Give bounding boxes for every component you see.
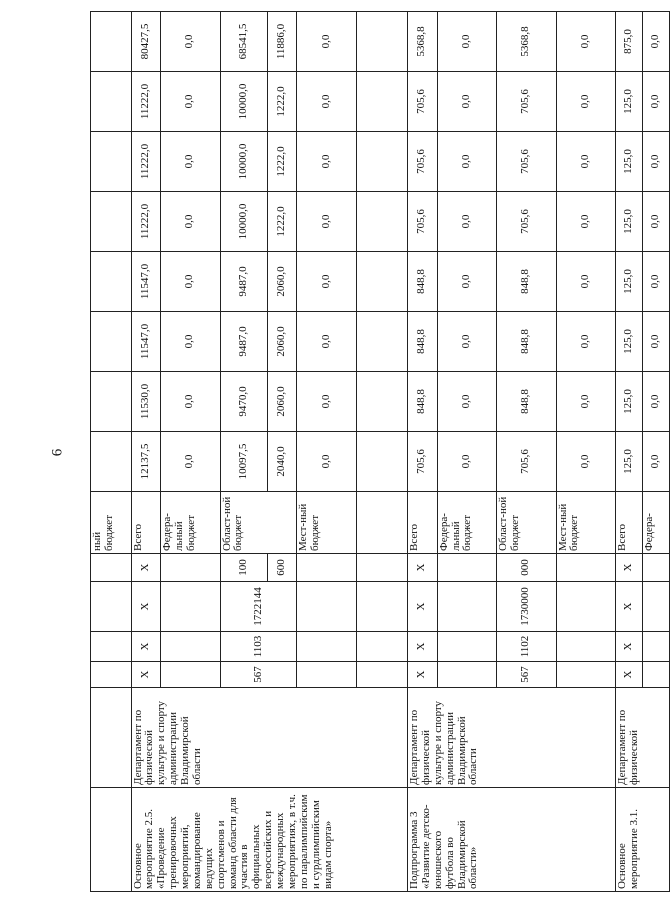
header-fragment-row	[91, 12, 132, 892]
blank-cell	[356, 372, 407, 432]
value-cell: 0,0	[437, 432, 496, 492]
code-rzpr: 1103	[220, 632, 297, 662]
blank-cell	[91, 662, 132, 688]
code-cell: X	[615, 632, 642, 662]
value-cell: 0,0	[437, 252, 496, 312]
blank-cell	[437, 554, 496, 582]
value-cell: 705,6	[408, 132, 438, 192]
source-label: Област-ной бюджет	[497, 492, 556, 554]
code-grbs: 567	[497, 662, 556, 688]
blank-cell	[356, 582, 407, 632]
value-cell: 10000,0	[220, 132, 267, 192]
value-cell: 10000,0	[220, 192, 267, 252]
value-cell: 125,0	[615, 372, 642, 432]
blank-cell	[556, 662, 615, 688]
value-cell: 0,0	[642, 432, 669, 492]
blank-cell	[91, 372, 132, 432]
value-cell: 0,0	[161, 72, 220, 132]
value-cell: 0,0	[437, 12, 496, 72]
measure-name: Основное мероприятие 2.5. «Проведение тренировочных мероприятий, командирование ведущих спортсменов и команд области для участия в официальных всероссийских и международных мероприятиях, в т.ч. по паралимпийским и сурдлимпийским видам спорта»	[131, 788, 408, 892]
value-cell: 9470,0	[220, 372, 267, 432]
blank-cell	[297, 632, 356, 662]
value-cell: 5368,8	[408, 12, 438, 72]
value-cell: 0,0	[642, 132, 669, 192]
measure-name: Основное мероприятие 3.1.	[615, 788, 669, 892]
value-cell: 1222,0	[267, 72, 297, 132]
code-cell: X	[408, 554, 438, 582]
budget-table-sheet	[90, 12, 670, 892]
blank-cell	[437, 582, 496, 632]
value-cell: 705,6	[497, 432, 556, 492]
value-cell: 0,0	[556, 432, 615, 492]
code-cell: X	[408, 632, 438, 662]
blank-cell	[91, 688, 132, 788]
value-cell: 2060,0	[267, 252, 297, 312]
value-cell: 0,0	[556, 372, 615, 432]
budget-table	[90, 11, 670, 892]
value-cell: 0,0	[437, 132, 496, 192]
value-cell: 125,0	[615, 432, 642, 492]
value-cell: 11547,0	[131, 312, 161, 372]
blank-cell	[642, 554, 669, 582]
value-cell: 0,0	[161, 12, 220, 72]
value-cell: 11886,0	[267, 12, 297, 72]
value-cell: 2060,0	[267, 372, 297, 432]
table-row	[408, 12, 438, 892]
value-cell: 705,6	[408, 432, 438, 492]
value-cell: 0,0	[297, 432, 356, 492]
table-row	[131, 12, 161, 892]
blank-cell	[91, 132, 132, 192]
executor-name: Департамент по физической культуре и спорту администрации Владимирской области	[131, 688, 408, 788]
value-cell: 0,0	[642, 312, 669, 372]
value-cell: 0,0	[297, 12, 356, 72]
value-cell: 9487,0	[220, 252, 267, 312]
blank-cell	[91, 192, 132, 252]
value-cell: 0,0	[161, 372, 220, 432]
code-cell: X	[408, 662, 438, 688]
value-cell: 0,0	[642, 252, 669, 312]
code-cell: X	[615, 662, 642, 688]
blank-cell	[356, 432, 407, 492]
value-cell: 0,0	[556, 192, 615, 252]
code-vr: 000	[497, 554, 556, 582]
blank-cell	[556, 582, 615, 632]
blank-cell	[91, 72, 132, 132]
value-cell: 0,0	[437, 72, 496, 132]
code-cell: X	[131, 662, 161, 688]
blank-cell	[642, 662, 669, 688]
code-rzpr: 1102	[497, 632, 556, 662]
blank-cell	[297, 554, 356, 582]
blank-cell	[356, 72, 407, 132]
blank-cell	[91, 554, 132, 582]
blank-cell	[91, 432, 132, 492]
blank-cell	[91, 252, 132, 312]
value-cell: 0,0	[642, 12, 669, 72]
code-cell: X	[615, 582, 642, 632]
source-label: Федера-	[642, 492, 669, 554]
value-cell: 0,0	[161, 252, 220, 312]
code-cell: X	[131, 632, 161, 662]
blank-cell	[91, 582, 132, 632]
value-cell: 0,0	[297, 312, 356, 372]
code-cell: X	[131, 582, 161, 632]
blank-cell	[356, 132, 407, 192]
value-cell: 0,0	[297, 192, 356, 252]
code-cell: X	[615, 554, 642, 582]
value-cell: 0,0	[437, 192, 496, 252]
value-cell: 1222,0	[267, 132, 297, 192]
value-cell: 9487,0	[220, 312, 267, 372]
value-cell: 705,6	[497, 192, 556, 252]
value-cell: 848,8	[408, 372, 438, 432]
executor-name: Департамент по физической культуре и спорту администрации Владимирской области	[408, 688, 616, 788]
code-cell: X	[131, 554, 161, 582]
value-cell: 2060,0	[267, 312, 297, 372]
value-cell: 11222,0	[131, 132, 161, 192]
value-cell: 0,0	[297, 132, 356, 192]
value-cell: 0,0	[642, 192, 669, 252]
source-label: Мест-ный бюджет	[556, 492, 615, 554]
value-cell: 875,0	[615, 12, 642, 72]
blank-cell	[437, 662, 496, 688]
value-cell: 80427,5	[131, 12, 161, 72]
source-label: Всего	[408, 492, 438, 554]
blank-cell	[556, 632, 615, 662]
blank-cell	[437, 632, 496, 662]
value-cell: 11547,0	[131, 252, 161, 312]
value-cell: 848,8	[497, 372, 556, 432]
executor-name: Департамент по физической	[615, 688, 669, 788]
value-cell: 0,0	[556, 132, 615, 192]
value-cell: 2040,0	[267, 432, 297, 492]
blank-cell	[161, 662, 220, 688]
source-label: Мест-ный бюджет	[297, 492, 356, 554]
code-csr: 1730000	[497, 582, 556, 632]
value-cell: 5368,8	[497, 12, 556, 72]
value-cell: 125,0	[615, 252, 642, 312]
value-cell: 0,0	[437, 372, 496, 432]
blank-cell	[161, 632, 220, 662]
measure-name: Подпрограмма 3 «Развитие детско-юношеского футбола во Владимирской области»	[408, 788, 616, 892]
blank-cell	[297, 582, 356, 632]
blank-cell	[91, 312, 132, 372]
value-cell: 0,0	[297, 252, 356, 312]
code-cell: X	[408, 582, 438, 632]
blank-cell	[161, 582, 220, 632]
value-cell: 705,6	[408, 72, 438, 132]
value-cell: 125,0	[615, 192, 642, 252]
header-source-fragment: ный бюджет	[91, 492, 132, 554]
value-cell: 0,0	[642, 372, 669, 432]
blank-cell	[356, 554, 407, 582]
value-cell: 0,0	[161, 432, 220, 492]
value-cell: 12137,5	[131, 432, 161, 492]
code-grbs: 567	[220, 662, 297, 688]
value-cell: 848,8	[408, 312, 438, 372]
value-cell: 10097,5	[220, 432, 267, 492]
blank-cell	[297, 662, 356, 688]
blank-cell	[642, 582, 669, 632]
blank-cell	[356, 492, 407, 554]
value-cell: 0,0	[161, 312, 220, 372]
value-cell: 11222,0	[131, 72, 161, 132]
blank-cell	[91, 788, 132, 892]
page-number: 6	[49, 448, 66, 457]
value-cell: 705,6	[497, 132, 556, 192]
code-vr: 100	[220, 554, 267, 582]
value-cell: 0,0	[556, 312, 615, 372]
blank-cell	[642, 632, 669, 662]
source-label: Област-ной бюджет	[220, 492, 297, 554]
table-row	[615, 12, 642, 892]
blank-cell	[91, 12, 132, 72]
value-cell: 68541,5	[220, 12, 267, 72]
value-cell: 0,0	[437, 312, 496, 372]
value-cell: 0,0	[556, 72, 615, 132]
source-label: Федера-льный бюджет	[437, 492, 496, 554]
value-cell: 10000,0	[220, 72, 267, 132]
value-cell: 11222,0	[131, 192, 161, 252]
value-cell: 0,0	[642, 72, 669, 132]
blank-cell	[356, 312, 407, 372]
blank-cell	[356, 12, 407, 72]
code-csr: 1722144	[220, 582, 297, 632]
value-cell: 0,0	[297, 372, 356, 432]
value-cell: 125,0	[615, 312, 642, 372]
blank-cell	[91, 632, 132, 662]
blank-cell	[356, 252, 407, 312]
value-cell: 1222,0	[267, 192, 297, 252]
value-cell: 848,8	[497, 252, 556, 312]
value-cell: 705,6	[497, 72, 556, 132]
code-vr: 600	[267, 554, 297, 582]
value-cell: 125,0	[615, 72, 642, 132]
value-cell: 848,8	[497, 312, 556, 372]
value-cell: 0,0	[556, 252, 615, 312]
value-cell: 125,0	[615, 132, 642, 192]
value-cell: 0,0	[556, 12, 615, 72]
value-cell: 0,0	[161, 132, 220, 192]
value-cell: 0,0	[297, 72, 356, 132]
blank-cell	[161, 554, 220, 582]
blank-cell	[356, 192, 407, 252]
blank-cell	[356, 632, 407, 662]
value-cell: 11530,0	[131, 372, 161, 432]
value-cell: 0,0	[161, 192, 220, 252]
source-label: Всего	[615, 492, 642, 554]
blank-cell	[556, 554, 615, 582]
value-cell: 705,6	[408, 192, 438, 252]
source-label: Всего	[131, 492, 161, 554]
source-label: Федера-льный бюджет	[161, 492, 220, 554]
blank-cell	[356, 662, 407, 688]
value-cell: 848,8	[408, 252, 438, 312]
